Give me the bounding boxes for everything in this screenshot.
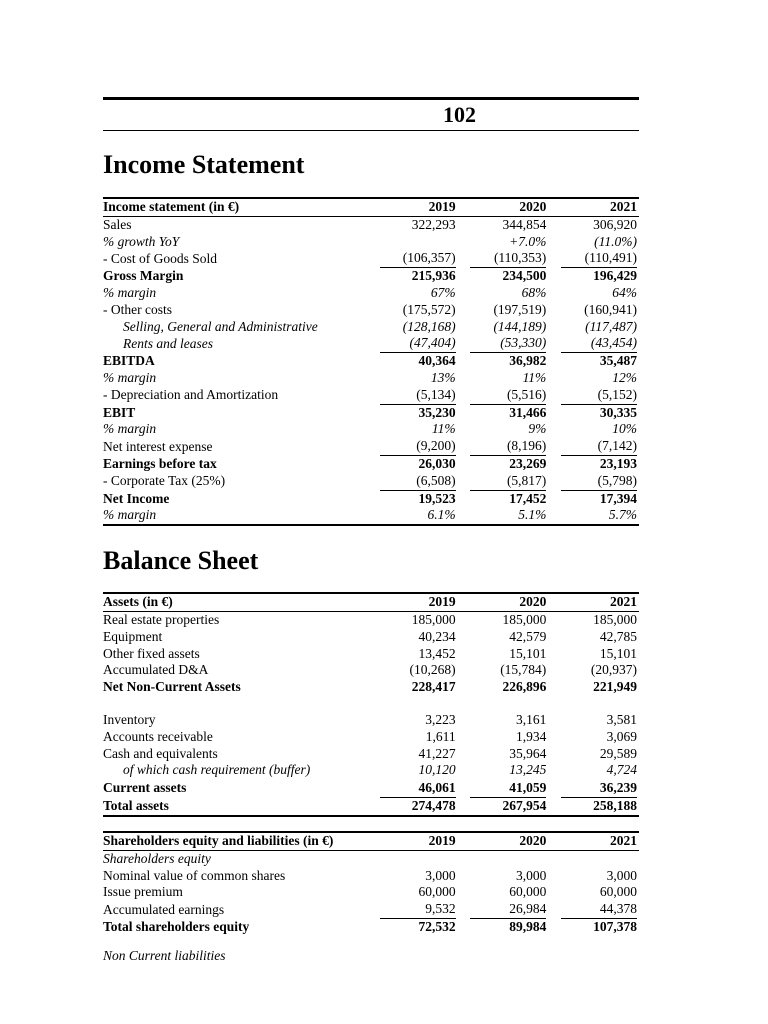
value-cell: 3,000 [425,867,456,883]
value-cell: 13,452 [418,645,456,661]
value-cell: 9,532 [367,901,458,919]
value-cell: 36,239 [548,779,639,798]
value-cell: 215,936 [411,268,456,284]
table-header-row [103,198,639,216]
value-cell [367,850,458,867]
value-cell: 35,487 [599,353,637,369]
value-cell: 60,000 [599,884,637,900]
header-label: Income statement (in €) [103,198,367,216]
header-label: Shareholders equity and liabilities (in €) [103,832,367,850]
row-interest [103,438,639,456]
equity-liabilities-table [103,831,639,936]
row-label: Accumulated earnings [103,901,225,917]
value-cell: 185,000 [502,611,547,627]
value-cell: (160,941) [584,301,637,317]
row-gross-margin [103,268,639,285]
row-label: % margin [103,369,157,385]
header-year: 2019 [367,593,458,611]
value-cell: 185,000 [411,611,456,627]
value-cell: 226,896 [502,679,547,695]
value-cell: 12% [612,369,637,385]
row-label: Total shareholders equity [103,918,250,934]
income-statement-title: Income Statement [103,150,305,179]
value-cell: 228,417 [411,679,456,695]
row-rents [103,335,639,353]
value-cell: 13% [430,369,456,385]
value-cell: 41,227 [418,745,456,761]
value-cell: 60,000 [509,884,547,900]
row-ebitda [103,353,639,370]
value-cell: (53,330) [458,335,549,353]
row-equity-heading [103,850,639,867]
row-label: Real estate properties [103,611,220,627]
value-cell [367,234,458,251]
row-total-assets [103,798,639,816]
row-label: - Corporate Tax (25%) [103,473,226,489]
value-cell: 3,161 [515,711,547,727]
value-cell: 40,234 [418,628,456,644]
table-header-row [103,832,639,850]
row-label: % margin [103,507,367,525]
value-cell: 5.7% [548,507,639,525]
row-receivables [103,729,639,746]
value-cell: (128,168) [402,318,456,334]
value-cell: 322,293 [411,216,456,232]
value-cell: 107,378 [593,918,637,934]
row-label: Cash and equivalents [103,745,218,761]
value-cell: 1,934 [515,728,547,744]
value-cell: 196,429 [593,268,637,284]
non-current-liabilities-label: Non Current liabilities [103,947,226,963]
value-cell: 3,000 [606,867,637,883]
row-label: - Depreciation and Amortization [103,387,279,403]
row-label: Current assets [103,780,187,796]
assets-table [103,592,639,817]
page-number: 102 [443,102,476,127]
row-da [103,387,639,405]
row-label: % margin [103,421,157,437]
value-cell: (6,508) [367,473,458,491]
value-cell: (7,142) [548,438,639,456]
value-cell: 46,061 [367,779,458,798]
row-label: % margin [103,284,157,300]
value-cell: (10,268) [409,662,456,678]
value-cell: 13,245 [509,762,547,778]
value-cell: (9,200) [367,438,458,456]
row-label: Net interest expense [103,438,213,454]
row-label: Other fixed assets [103,645,200,661]
row-label: Total assets [103,798,367,816]
row-sga [103,319,639,336]
value-cell: 221,949 [593,679,637,695]
row-label: Issue premium [103,884,183,900]
value-cell: 26,984 [458,901,549,919]
value-cell: (5,516) [458,387,549,405]
value-cell: 15,101 [599,645,637,661]
value-cell: 5.1% [458,507,549,525]
row-margin-pct [103,507,639,525]
value-cell: (8,196) [458,438,549,456]
row-current-assets [103,779,639,798]
value-cell: 42,785 [599,628,637,644]
value-cell [458,850,549,867]
value-cell: 17,452 [509,490,547,506]
row-label: EBITDA [103,353,155,369]
value-cell: (110,353) [458,250,549,268]
row-other-costs [103,302,639,319]
value-cell: (20,937) [590,662,637,678]
value-cell: 344,854 [502,216,547,232]
row-label: Shareholders equity [103,850,211,866]
header-year: 2020 [458,198,549,216]
value-cell: 60,000 [418,884,456,900]
value-cell: (15,784) [500,662,547,678]
header-label: Assets (in €) [103,593,367,611]
value-cell: 42,579 [509,628,547,644]
row-inventory [103,712,639,729]
value-cell: 15,101 [509,645,547,661]
row-label: Equipment [103,628,163,644]
value-cell: 68% [521,284,547,300]
value-cell: 11% [431,421,456,437]
value-cell: 258,188 [548,798,639,816]
value-cell: 11% [522,369,547,385]
value-cell: 274,478 [367,798,458,816]
value-cell: (5,152) [548,387,639,405]
value-cell: 3,069 [606,728,637,744]
row-nominal-shares [103,868,639,885]
row-cogs [103,250,639,268]
value-cell: (106,357) [367,250,458,268]
row-label: - Other costs [103,301,172,317]
value-cell: 19,523 [418,490,456,506]
value-cell: 40,364 [418,353,456,369]
value-cell: (5,817) [458,473,549,491]
value-cell: 3,000 [515,867,547,883]
value-cell: 41,059 [458,779,549,798]
value-cell: 3,581 [606,711,637,727]
header-year: 2021 [548,593,639,611]
value-cell: 17,394 [599,490,637,506]
row-issue-premium [103,884,639,901]
row-label: Gross Margin [103,268,184,284]
value-cell: 267,954 [458,798,549,816]
row-ebit [103,405,639,422]
value-cell: 31,466 [509,404,547,420]
value-cell: 234,500 [502,268,547,284]
value-cell: 10,120 [418,762,456,778]
value-cell: 23,269 [509,455,547,471]
value-cell: 44,378 [548,901,639,919]
document-page [103,97,639,964]
row-sales [103,216,639,233]
value-cell: +7.0% [509,233,547,249]
row-cash-buffer [103,762,639,779]
row-label: Inventory [103,711,156,727]
row-accum-da [103,662,639,679]
row-equipment [103,629,639,646]
row-tax [103,473,639,491]
value-cell: (5,798) [548,473,639,491]
row-label: Net Non-Current Assets [103,679,241,695]
row-label: Earnings before tax [103,455,217,471]
value-cell: (175,572) [402,301,456,317]
page-header-bar [103,97,639,131]
income-statement-table [103,197,639,526]
value-cell: 6.1% [367,507,458,525]
header-year: 2019 [367,198,458,216]
row-label: Net Income [103,490,170,506]
header-year: 2020 [458,832,549,850]
value-cell: 72,532 [418,918,456,934]
value-cell: 30,335 [599,404,637,420]
row-label: % growth YoY [103,233,180,249]
row-growth [103,234,639,251]
row-other-fixed [103,646,639,663]
row-label: EBIT [103,404,136,420]
value-cell: 89,984 [509,918,547,934]
value-cell: (144,189) [493,318,547,334]
row-label: Accumulated D&A [103,662,209,678]
row-margin-pct [103,421,639,438]
row-margin-pct [103,370,639,387]
value-cell: 9% [528,421,547,437]
value-cell: (117,487) [585,318,637,334]
value-cell [548,850,639,867]
spacer-row [103,696,639,712]
header-year: 2019 [367,832,458,850]
row-label: Accounts receivable [103,728,213,744]
header-year: 2021 [548,832,639,850]
row-total-equity [103,919,639,936]
table-header-row [103,593,639,611]
value-cell: 29,589 [599,745,637,761]
value-cell: (47,404) [367,335,458,353]
row-real-estate [103,611,639,628]
value-cell: 306,920 [593,216,637,232]
value-cell: 185,000 [593,611,637,627]
value-cell: 10% [612,421,637,437]
row-label: Selling, General and Administrative [123,318,318,334]
value-cell: 23,193 [599,455,637,471]
value-cell: 67% [430,284,456,300]
row-label: Rents and leases [123,335,213,351]
value-cell: (110,491) [548,250,639,268]
row-label: Nominal value of common shares [103,867,286,883]
value-cell: (197,519) [493,301,547,317]
header-year: 2021 [548,198,639,216]
row-net-income [103,491,639,508]
value-cell: 26,030 [418,455,456,471]
value-cell: (43,454) [548,335,639,353]
row-label: Sales [103,216,132,232]
value-cell: 36,982 [509,353,547,369]
value-cell: 35,964 [509,745,547,761]
value-cell: 35,230 [418,404,456,420]
value-cell: 3,223 [425,711,456,727]
row-cash [103,746,639,763]
balance-sheet-title: Balance Sheet [103,546,259,576]
value-cell: 4,724 [606,762,637,778]
row-accum-earnings [103,901,639,919]
header-year: 2020 [458,593,549,611]
row-ebt [103,456,639,473]
value-cell: (5,134) [367,387,458,405]
row-margin-pct [103,285,639,302]
row-label: - Cost of Goods Sold [103,250,218,266]
row-net-noncurrent [103,679,639,696]
value-cell: 64% [612,284,637,300]
row-label: of which cash requirement (buffer) [123,762,311,778]
value-cell: 1,611 [425,728,456,744]
value-cell: (11.0%) [594,233,637,249]
